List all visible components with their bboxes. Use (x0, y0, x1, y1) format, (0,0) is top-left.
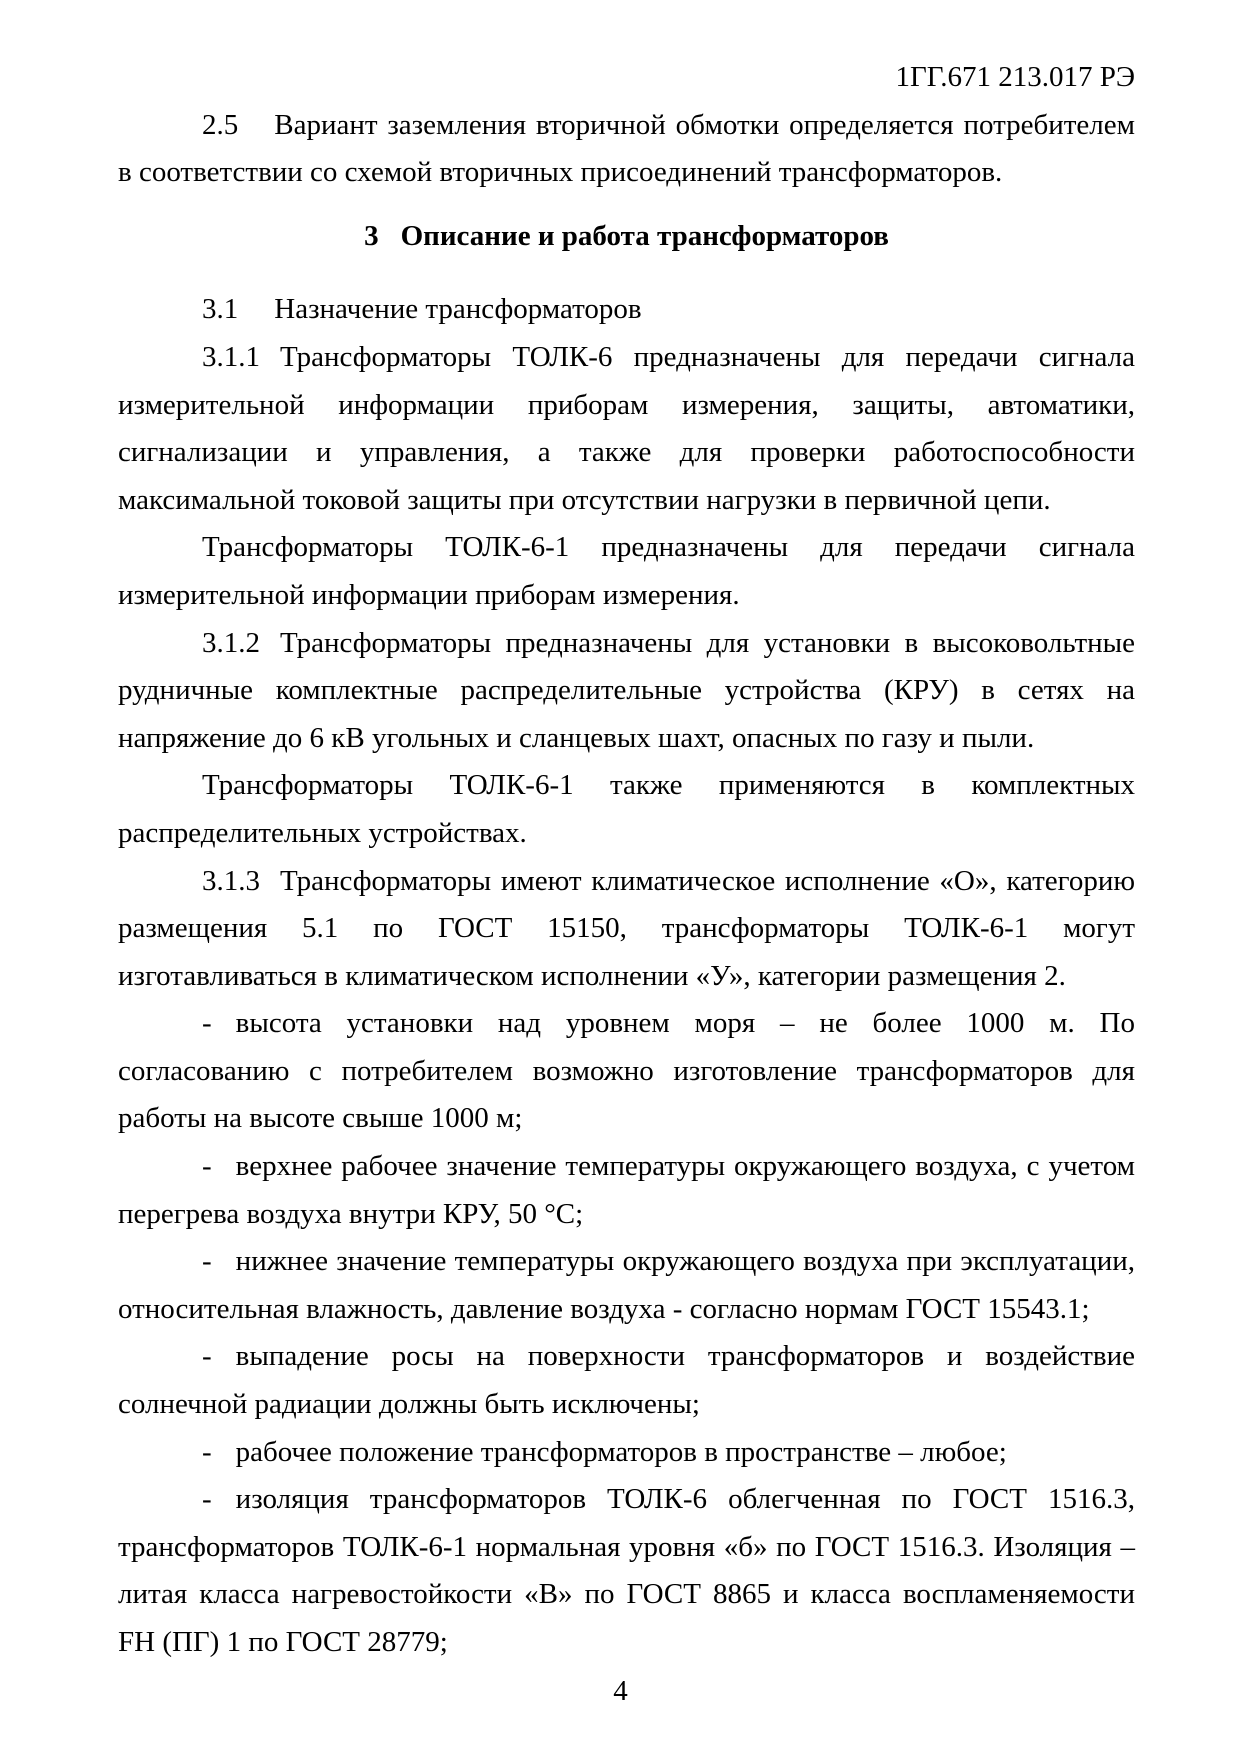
clause-3-1-1-number: 3.1.1 (202, 340, 260, 373)
subsection-3-1-number: 3.1 (202, 293, 239, 326)
condition-text: выпадение росы на поверхности трансформаторов и воздействие солнечной радиации должны быть исключены; (118, 1340, 1135, 1421)
list-dash-marker: - (202, 1340, 212, 1373)
condition-item-dew-radiation (118, 1333, 1135, 1428)
clause-3-1-2-text: Трансформаторы предназначены для установки в высоковольтные рудничные комплектные распределительные устройства (КРУ) в сетях на напряжение до 6 кВ угольных и сланцевых шахт, опасных по газу и пыли. (118, 626, 1135, 754)
clause-3-1-3 (118, 858, 1135, 1001)
clause-2-5 (118, 102, 1135, 197)
section-3-title: Описание и работа трансформаторов (400, 219, 889, 252)
paragraph-tolk-6-1-purpose: Трансформаторы ТОЛК-6-1 предназначены для передачи сигнала измерительной информации приборам измерения. (118, 531, 1135, 611)
subsection-3-1-title: Назначение трансформаторов (274, 293, 642, 326)
condition-text: верхнее рабочее значение температуры окружающего воздуха, с учетом перегрева воздуха внутри КРУ, 50 °С; (118, 1150, 1135, 1230)
clause-2-5-text: Вариант заземления вторичной обмотки определяется потребителем в соответствии со схемой вторичных присоединений трансформаторов. (118, 108, 1135, 189)
condition-item-upper-temperature (118, 1143, 1135, 1238)
paragraph-tolk-6-1-usage: Трансформаторы ТОЛК-6-1 также применяются в комплектных распределительных устройствах. (118, 769, 1135, 849)
clause-3-1-2-number: 3.1.2 (202, 626, 260, 659)
clause-3-1-1-text: Трансформаторы ТОЛК-6 предназначены для передачи сигнала измерительной информации приборам измерения, защиты, автоматики, сигнализации и управления, а также для проверки работоспособности максимальной токовой защиты при отсутствии нагрузки в первичной цепи. (118, 340, 1135, 516)
condition-text: изоляция трансформаторов ТОЛК-6 облегченная по ГОСТ 1516.3, трансформаторов ТОЛК-6-1 нормальная уровня «б» по ГОСТ 1516.3. Изоляция – литая класса нагревостойкости «В» по ГОСТ 8865 и класса воспламеняемости FH (ПГ) 1 по ГОСТ 28779; (118, 1483, 1135, 1658)
list-dash-marker: - (202, 1007, 212, 1040)
document-code: 1ГГ.671 213.017 РЭ (895, 61, 1135, 93)
clause-2-5-number: 2.5 (202, 108, 239, 141)
condition-item-lower-temperature (118, 1238, 1135, 1333)
condition-item-altitude (118, 1000, 1135, 1143)
section-3-heading (118, 213, 1135, 261)
section-3-number: 3 (364, 219, 379, 252)
condition-text: нижнее значение температуры окружающего воздуха при эксплуатации, относительная влажность, давление воздуха - согласно нормам ГОСТ 15543.1; (118, 1245, 1135, 1325)
list-dash-marker: - (202, 1483, 212, 1516)
list-dash-marker: - (202, 1435, 212, 1468)
condition-text: рабочее положение трансформаторов в пространстве – любое; (235, 1435, 1007, 1468)
condition-item-position (118, 1429, 1135, 1477)
clause-3-1-3-text: Трансформаторы имеют климатическое исполнение «О», категорию размещения 5.1 по ГОСТ 15150, трансформаторы ТОЛК-6-1 могут изготавливаться в климатическом исполнении «У», категории размещения 2. (118, 864, 1135, 992)
list-dash-marker: - (202, 1150, 212, 1183)
condition-text: высота установки над уровнем моря – не более 1000 м. По согласованию с потребителем возможно изготовление трансформаторов для работы на высоте свыше 1000 м; (118, 1007, 1135, 1135)
clause-3-1-1 (118, 334, 1135, 524)
subsection-3-1-heading (118, 286, 1135, 334)
clause-3-1-3-number: 3.1.3 (202, 864, 260, 897)
list-dash-marker: - (202, 1245, 212, 1278)
page-number: 4 (613, 1675, 628, 1707)
clause-3-1-2 (118, 620, 1135, 763)
condition-item-insulation (118, 1476, 1135, 1666)
